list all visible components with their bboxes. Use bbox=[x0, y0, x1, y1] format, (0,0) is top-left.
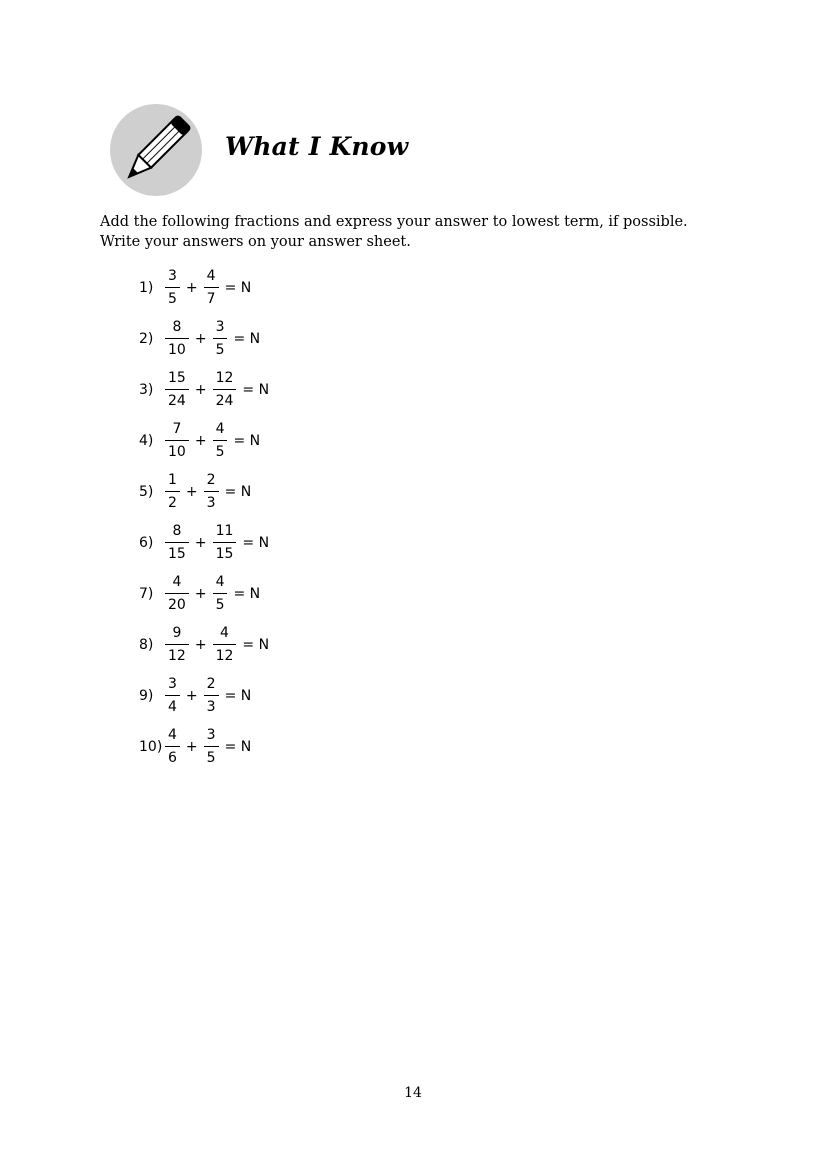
denominator: 15 bbox=[215, 546, 234, 562]
denominator: 7 bbox=[206, 291, 216, 307]
numerator: 7 bbox=[172, 421, 182, 437]
fraction-bar bbox=[165, 542, 189, 543]
instructions bbox=[100, 212, 740, 252]
fraction-bar bbox=[204, 695, 219, 696]
numerator: 4 bbox=[220, 625, 229, 641]
equals-n: = N bbox=[224, 738, 252, 755]
equals-n: = N bbox=[242, 534, 270, 551]
numerator: 4 bbox=[206, 268, 216, 284]
fraction-bar bbox=[165, 746, 180, 747]
numerator: 9 bbox=[172, 625, 182, 641]
numerator: 8 bbox=[172, 523, 182, 539]
problem-number: 7) bbox=[139, 585, 154, 602]
fraction bbox=[204, 675, 219, 716]
fraction bbox=[213, 420, 228, 461]
equals-n: = N bbox=[224, 687, 252, 704]
plus-sign: + bbox=[194, 534, 207, 551]
fraction bbox=[213, 573, 228, 614]
equals-n: = N bbox=[224, 483, 252, 500]
fraction bbox=[213, 624, 237, 665]
denominator: 2 bbox=[168, 495, 177, 511]
equals-n: = N bbox=[224, 279, 252, 296]
plus-sign: + bbox=[194, 585, 207, 602]
denominator: 20 bbox=[168, 597, 186, 613]
numerator: 4 bbox=[172, 574, 182, 590]
plus-sign: + bbox=[185, 483, 198, 500]
denominator: 5 bbox=[215, 597, 225, 613]
denominator: 12 bbox=[215, 648, 234, 664]
fraction-bar bbox=[213, 593, 228, 594]
fraction bbox=[165, 471, 180, 512]
plus-sign: + bbox=[194, 636, 207, 653]
fraction-bar bbox=[204, 746, 219, 747]
problem-number: 5) bbox=[139, 483, 154, 500]
denominator: 10 bbox=[168, 444, 186, 460]
denominator: 5 bbox=[215, 444, 225, 460]
fraction-bar bbox=[165, 593, 189, 594]
fraction-bar bbox=[204, 287, 219, 288]
fraction bbox=[204, 267, 219, 308]
pencil-icon bbox=[110, 104, 202, 196]
denominator: 3 bbox=[206, 495, 216, 511]
fraction bbox=[213, 369, 237, 410]
fraction-bar bbox=[213, 542, 237, 543]
problem-item bbox=[139, 364, 439, 415]
numerator: 15 bbox=[168, 370, 186, 386]
problem-number: 8) bbox=[139, 636, 154, 653]
fraction bbox=[165, 420, 189, 461]
page-number: 14 bbox=[404, 1085, 422, 1101]
problem-item bbox=[139, 670, 439, 721]
plus-sign: + bbox=[185, 738, 198, 755]
fraction-bar bbox=[213, 389, 237, 390]
denominator: 24 bbox=[215, 393, 234, 409]
fraction bbox=[165, 573, 189, 614]
fraction bbox=[165, 369, 189, 410]
problem-item bbox=[139, 517, 439, 568]
fraction-bar bbox=[204, 491, 219, 492]
numerator: 12 bbox=[215, 370, 234, 386]
fraction-bar bbox=[165, 338, 189, 339]
numerator: 2 bbox=[206, 472, 216, 488]
fraction-bar bbox=[165, 287, 180, 288]
denominator: 5 bbox=[215, 342, 225, 358]
fraction-bar bbox=[165, 440, 189, 441]
problem-item bbox=[139, 415, 439, 466]
denominator: 12 bbox=[168, 648, 186, 664]
problem-item bbox=[139, 466, 439, 517]
denominator: 5 bbox=[206, 750, 216, 766]
problem-number: 2) bbox=[139, 330, 154, 347]
plus-sign: + bbox=[194, 330, 207, 347]
problem-number: 3) bbox=[139, 381, 154, 398]
numerator: 8 bbox=[172, 319, 182, 335]
numerator: 3 bbox=[215, 319, 225, 335]
numerator: 3 bbox=[168, 268, 177, 284]
numerator: 2 bbox=[206, 676, 216, 692]
plus-sign: + bbox=[185, 687, 198, 704]
fraction bbox=[165, 318, 189, 359]
page-title: What I Know bbox=[225, 132, 409, 161]
instruction-line: Write your answers on your answer sheet. bbox=[100, 234, 411, 250]
plus-sign: + bbox=[194, 432, 207, 449]
fraction bbox=[165, 267, 180, 308]
equals-n: = N bbox=[242, 636, 270, 653]
problem-number: 1) bbox=[139, 279, 154, 296]
fraction bbox=[165, 522, 189, 563]
denominator: 24 bbox=[168, 393, 186, 409]
fraction bbox=[204, 726, 219, 767]
problem-number: 6) bbox=[139, 534, 154, 551]
fraction bbox=[165, 726, 180, 767]
fraction bbox=[213, 318, 228, 359]
equals-n: = N bbox=[233, 330, 261, 347]
plus-sign: + bbox=[185, 279, 198, 296]
numerator: 4 bbox=[168, 727, 177, 743]
fraction-bar bbox=[165, 644, 189, 645]
numerator: 4 bbox=[215, 574, 225, 590]
numerator: 1 bbox=[168, 472, 177, 488]
denominator: 6 bbox=[168, 750, 177, 766]
plus-sign: + bbox=[194, 381, 207, 398]
problem-item bbox=[139, 262, 439, 313]
numerator: 4 bbox=[215, 421, 225, 437]
fraction bbox=[165, 675, 180, 716]
denominator: 10 bbox=[168, 342, 186, 358]
fraction bbox=[204, 471, 219, 512]
problem-list bbox=[139, 262, 439, 772]
fraction-bar bbox=[213, 644, 237, 645]
fraction-bar bbox=[165, 491, 180, 492]
problem-number: 10) bbox=[139, 738, 163, 755]
equals-n: = N bbox=[233, 585, 261, 602]
denominator: 5 bbox=[168, 291, 177, 307]
instruction-line: Add the following fractions and express your answer to lowest term, if possible. bbox=[100, 214, 688, 230]
fraction bbox=[165, 624, 189, 665]
problem-item bbox=[139, 721, 439, 772]
numerator: 3 bbox=[168, 676, 177, 692]
problem-number: 4) bbox=[139, 432, 154, 449]
problem-item bbox=[139, 568, 439, 619]
fraction bbox=[213, 522, 237, 563]
section-header bbox=[110, 104, 510, 196]
problem-item bbox=[139, 619, 439, 670]
denominator: 3 bbox=[206, 699, 216, 715]
fraction-bar bbox=[165, 695, 180, 696]
equals-n: = N bbox=[242, 381, 270, 398]
problem-item bbox=[139, 313, 439, 364]
numerator: 3 bbox=[206, 727, 216, 743]
equals-n: = N bbox=[233, 432, 261, 449]
fraction-bar bbox=[213, 440, 228, 441]
numerator: 11 bbox=[215, 523, 234, 539]
denominator: 15 bbox=[168, 546, 186, 562]
problem-number: 9) bbox=[139, 687, 154, 704]
denominator: 4 bbox=[168, 699, 177, 715]
fraction-bar bbox=[213, 338, 228, 339]
fraction-bar bbox=[165, 389, 189, 390]
